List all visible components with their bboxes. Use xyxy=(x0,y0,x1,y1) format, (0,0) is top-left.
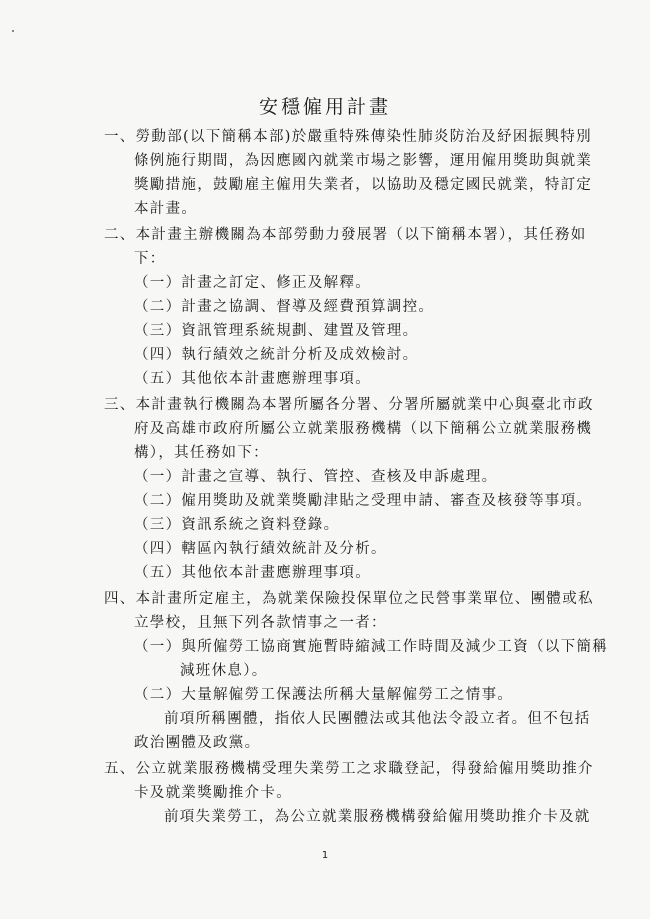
text-line: （一）計畫之宣導、執行、管控、查核及申訴處理。 xyxy=(134,469,498,485)
text-line: 下： xyxy=(134,251,166,267)
text-line: 前項失業勞工，為公立就業服務機構發給僱用獎助推介卡及就 xyxy=(164,809,591,825)
text-line: 卡及就業獎勵推介卡。 xyxy=(134,785,292,801)
text-line: （二）大量解僱勞工保護法所稱大量解僱勞工之情事。 xyxy=(134,687,514,703)
document-title: 安穩僱用計畫 xyxy=(258,96,391,118)
text-line: 本計畫。 xyxy=(134,201,198,217)
text-line: （五）其他依本計畫應辦理事項。 xyxy=(134,565,371,581)
text-line: 政治團體及政黨。 xyxy=(134,735,261,751)
text-line: 府及高雄市政府所屬公立就業服務機構（以下簡稱公立就業服務機 xyxy=(134,421,593,437)
text-line: 立學校，且無下列各款情事之一者： xyxy=(134,615,387,631)
text-line: （二）僱用獎助及就業獎勵津貼之受理申請、審查及核發等事項。 xyxy=(134,493,593,509)
text-line: 四、本計畫所定雇主，為就業保險投保單位之民營事業單位、團體或私 xyxy=(104,591,594,607)
text-line: 一、勞動部(以下簡稱本部)於嚴重特殊傳染性肺炎防治及紓困振興特別 xyxy=(104,129,592,145)
text-line: （一）計畫之訂定、修正及解釋。 xyxy=(134,275,371,291)
text-line: 構），其任務如下： xyxy=(134,445,269,461)
text-line: （三）資訊系統之資料登錄。 xyxy=(134,517,340,533)
text-line: （三）資訊管理系統規劃、建置及管理。 xyxy=(134,323,419,339)
text-line: 減班休息）。 xyxy=(180,663,268,679)
scan-speck xyxy=(12,30,14,32)
text-line: 獎勵措施，鼓勵雇主僱用失業者，以協助及穩定國民就業，特訂定 xyxy=(134,177,593,193)
text-line: （二）計畫之協調、督導及經費預算調控。 xyxy=(134,299,435,315)
text-line: （五）其他依本計畫應辦理事項。 xyxy=(134,371,371,387)
text-line: （四）轄區內執行績效統計及分析。 xyxy=(134,541,387,557)
text-line: 五、公立就業服務機構受理失業勞工之求職登記，得發給僱用獎助推介 xyxy=(104,761,594,777)
text-line: 二、本計畫主辦機關為本部勞動力發展署（以下簡稱本署），其任務如 xyxy=(104,227,587,243)
text-line: （一）與所僱勞工協商實施暫時縮減工作時間及減少工資（以下簡稱 xyxy=(134,639,608,655)
text-line: 條例施行期間，為因應國內就業市場之影響，運用僱用獎助與就業 xyxy=(134,153,593,169)
page-number: 1 xyxy=(321,850,329,861)
text-line: 前項所稱團體，指依人民團體法或其他法令設立者。但不包括 xyxy=(164,711,591,727)
text-line: （四）執行績效之統計分析及成效檢討。 xyxy=(134,347,419,363)
text-line: 三、本計畫執行機關為本署所屬各分署、分署所屬就業中心與臺北市政 xyxy=(104,397,594,413)
